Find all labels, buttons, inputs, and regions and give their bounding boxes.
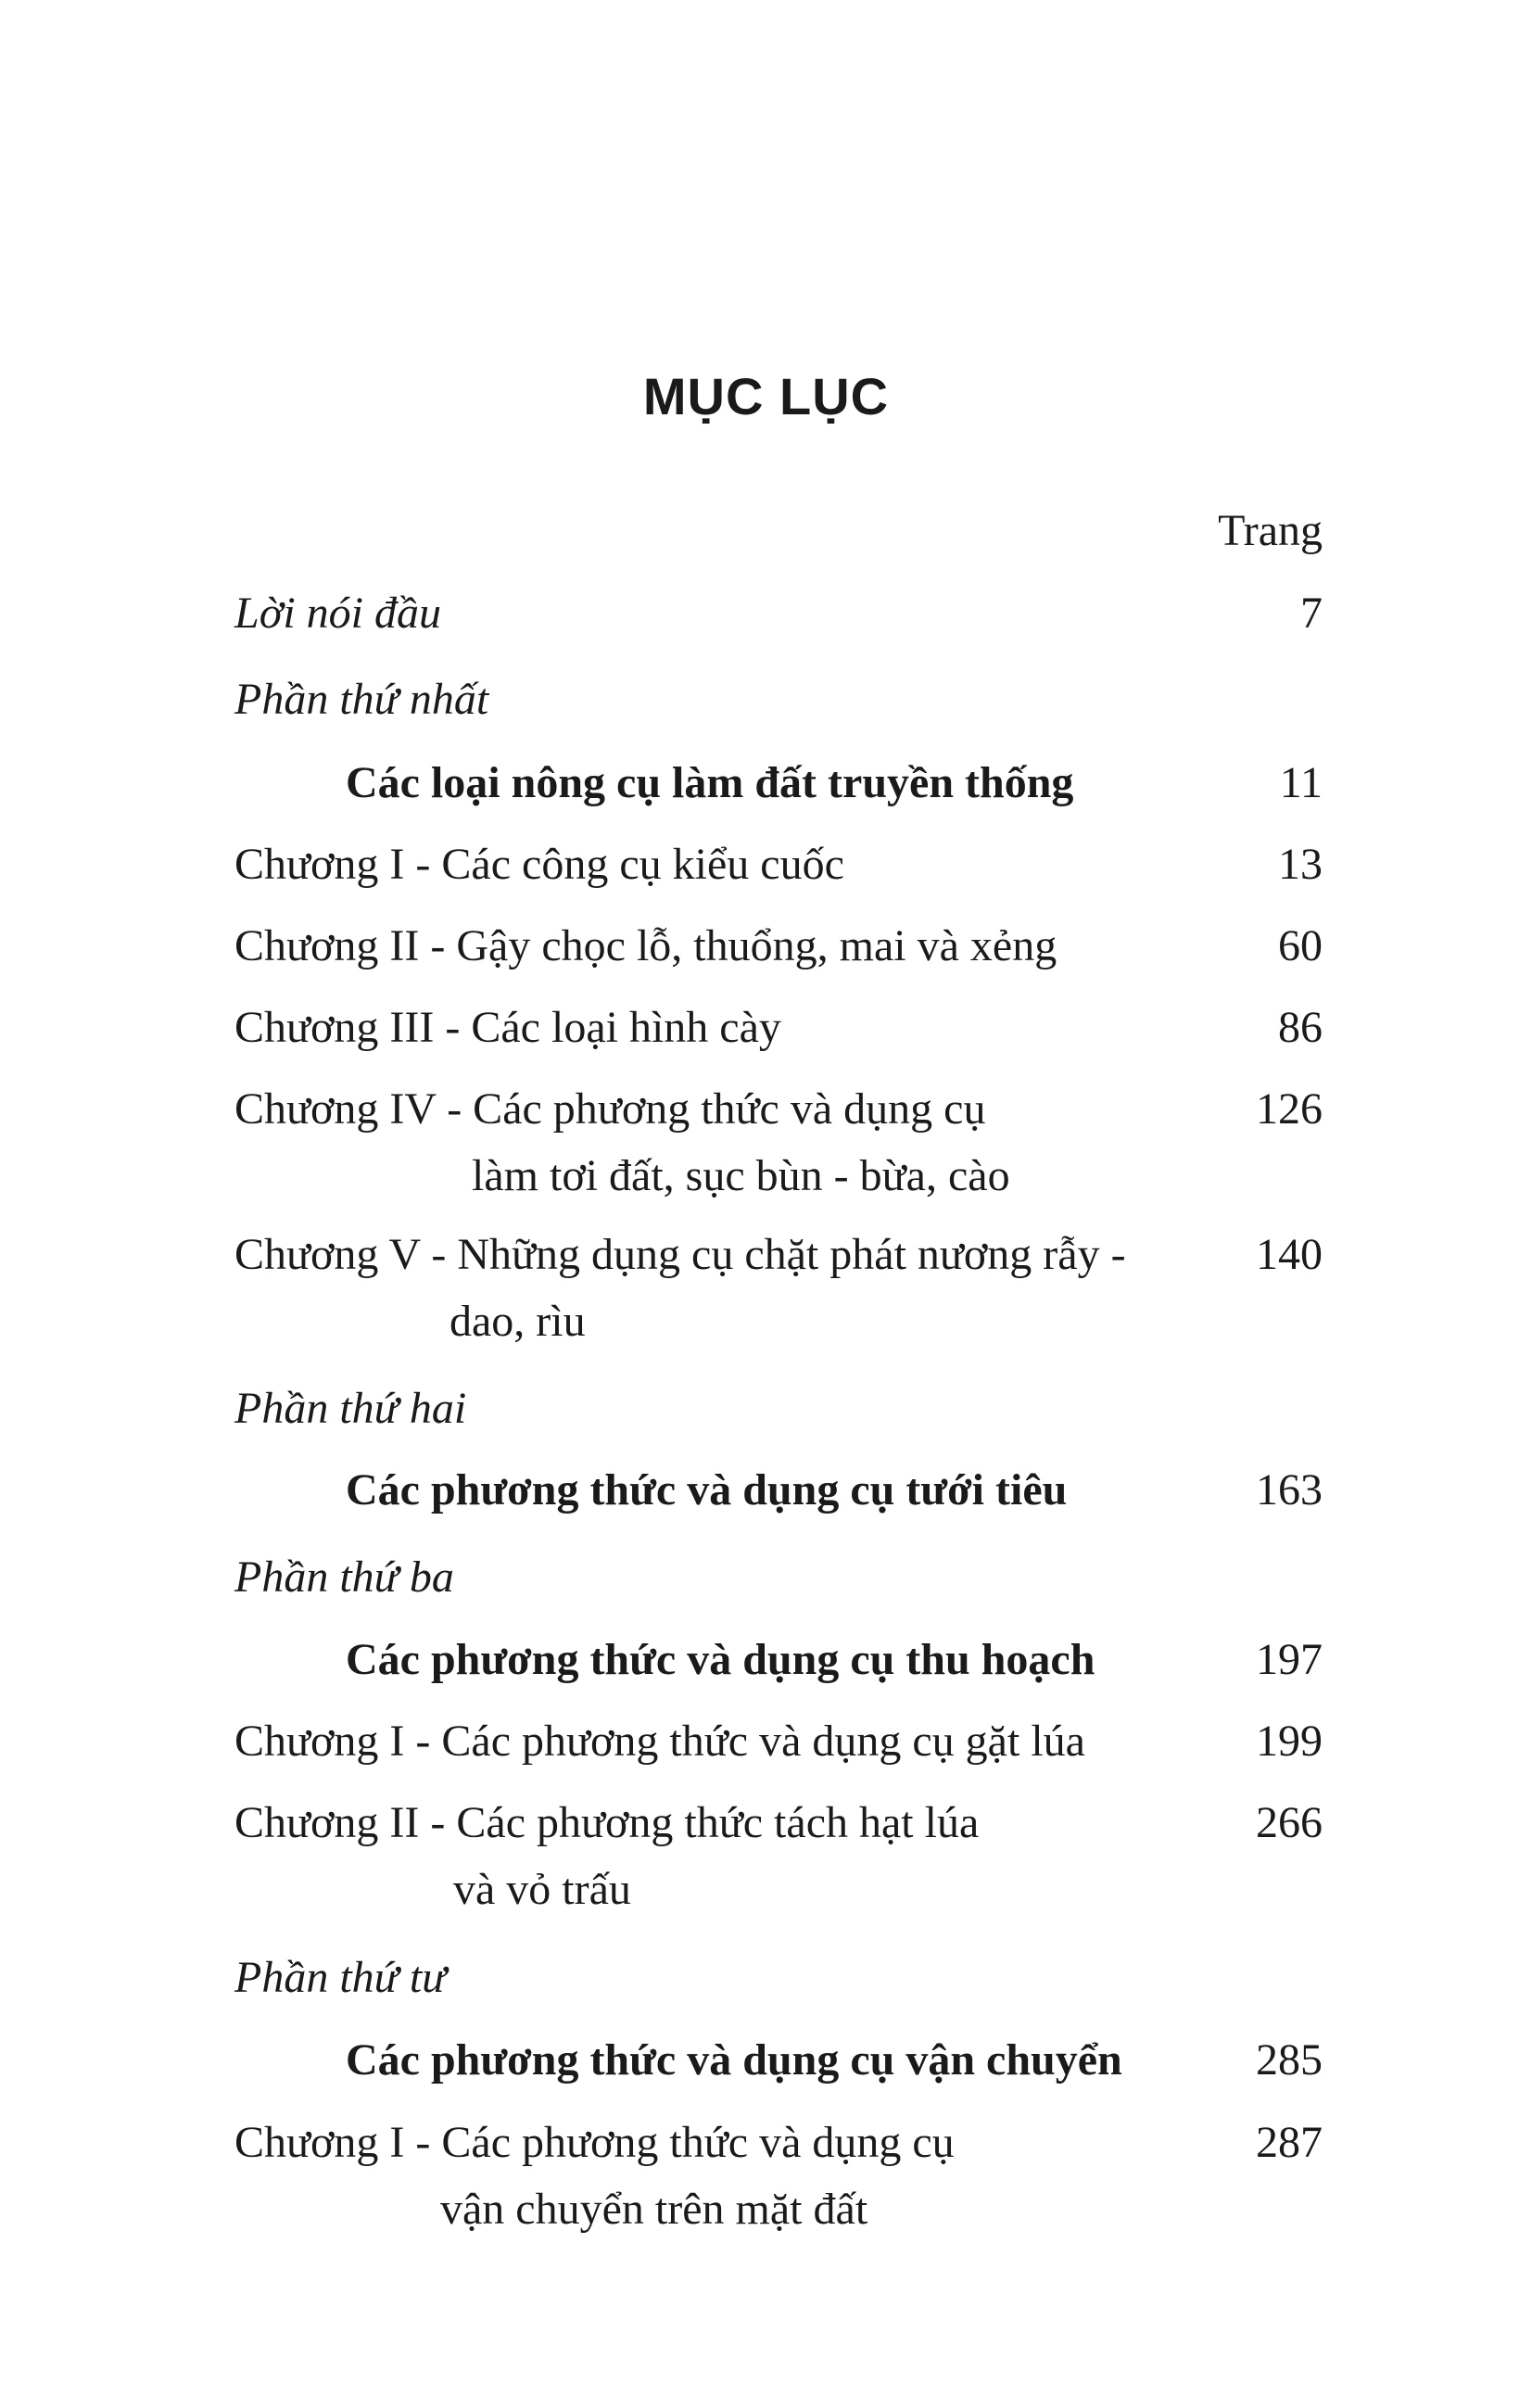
toc-entry-label: Các loại nông cụ làm đất truyền thống — [346, 758, 1074, 807]
toc-entry-label: Lời nói đầu — [234, 589, 441, 638]
toc-entry-page: 285 — [1256, 2035, 1323, 2085]
page-column-label: Trang — [1218, 506, 1323, 555]
toc-entry-p1-ch4 — [234, 1076, 1323, 1210]
toc-part-4 — [234, 1945, 1323, 2011]
toc-part-label: Phần thứ ba — [234, 1553, 454, 1602]
toc-entry-p1-ch3 — [234, 995, 1323, 1061]
toc-entry-label: Chương I - Các công cụ kiểu cuốc — [234, 840, 844, 889]
toc-entry-continuation: và vỏ trấu — [453, 1865, 631, 1914]
toc-part-label: Phần thứ nhất — [234, 675, 489, 724]
toc-entry-continuation: dao, rìu — [449, 1297, 586, 1346]
toc-part-heading-2 — [234, 1457, 1323, 1524]
toc-entry-label: Các phương thức và dụng cụ tưới tiêu — [346, 1465, 1068, 1515]
toc-entry-page: 60 — [1278, 921, 1323, 970]
toc-entry-label: Chương III - Các loại hình cày — [234, 1003, 781, 1052]
toc-entry-page: 266 — [1256, 1798, 1323, 1847]
toc-entry-label: Chương I - Các phương thức và dụng cụ — [234, 2118, 955, 2167]
toc-entry-page: 7 — [1300, 589, 1323, 638]
toc-entry-label: Chương II - Các phương thức tách hạt lúa — [234, 1798, 980, 1847]
toc-entry-page: 86 — [1278, 1003, 1323, 1052]
toc-entry-continuation: vận chuyển trên mặt đất — [440, 2185, 868, 2234]
toc-entry-p1-ch5 — [234, 1222, 1323, 1355]
toc-entry-page: 287 — [1256, 2118, 1323, 2167]
toc-entry-p3-ch2 — [234, 1790, 1323, 1923]
page-title: MỤC LỤC — [642, 367, 890, 425]
toc-entry-label: Chương V - Những dụng cụ chặt phát nương rẫy - — [234, 1230, 1126, 1279]
toc-entry-page: 197 — [1256, 1635, 1323, 1684]
toc-entry-p1-ch1 — [234, 831, 1323, 898]
toc-entry-label: Các phương thức và dụng cụ vận chuyển — [346, 2035, 1122, 2085]
toc-entry-page: 199 — [1256, 1717, 1323, 1766]
toc-entry-p4-ch1 — [234, 2110, 1323, 2243]
toc-part-1 — [234, 666, 1323, 733]
toc-part-label: Phần thứ tư — [234, 1953, 447, 2002]
toc-entry-continuation: làm tơi đất, sục bùn - bừa, cào — [472, 1151, 1010, 1200]
toc-entry-page: 163 — [1256, 1465, 1323, 1515]
toc-part-2 — [234, 1375, 1323, 1442]
toc-entry-label: Chương I - Các phương thức và dụng cụ gặt lúa — [234, 1717, 1085, 1766]
toc-entry-preface — [234, 580, 1323, 647]
toc-entry-p3-ch1 — [234, 1708, 1323, 1775]
toc-entry-page: 140 — [1256, 1230, 1323, 1279]
toc-part-heading-1 — [234, 750, 1323, 817]
toc-entry-label: Các phương thức và dụng cụ thu hoạch — [346, 1635, 1095, 1684]
toc-entry-p1-ch2 — [234, 913, 1323, 980]
toc-part-heading-3 — [234, 1627, 1323, 1693]
toc-entry-label: Chương IV - Các phương thức và dụng cụ — [234, 1084, 986, 1134]
toc-entry-page: 11 — [1279, 758, 1323, 807]
toc-entry-page: 13 — [1278, 840, 1323, 889]
toc-entry-label: Chương II - Gậy chọc lỗ, thuổng, mai và xẻng — [234, 921, 1057, 970]
toc-entry-page: 126 — [1256, 1084, 1323, 1134]
toc-part-3 — [234, 1544, 1323, 1611]
toc-part-heading-4 — [234, 2027, 1323, 2094]
toc-part-label: Phần thứ hai — [234, 1384, 467, 1433]
